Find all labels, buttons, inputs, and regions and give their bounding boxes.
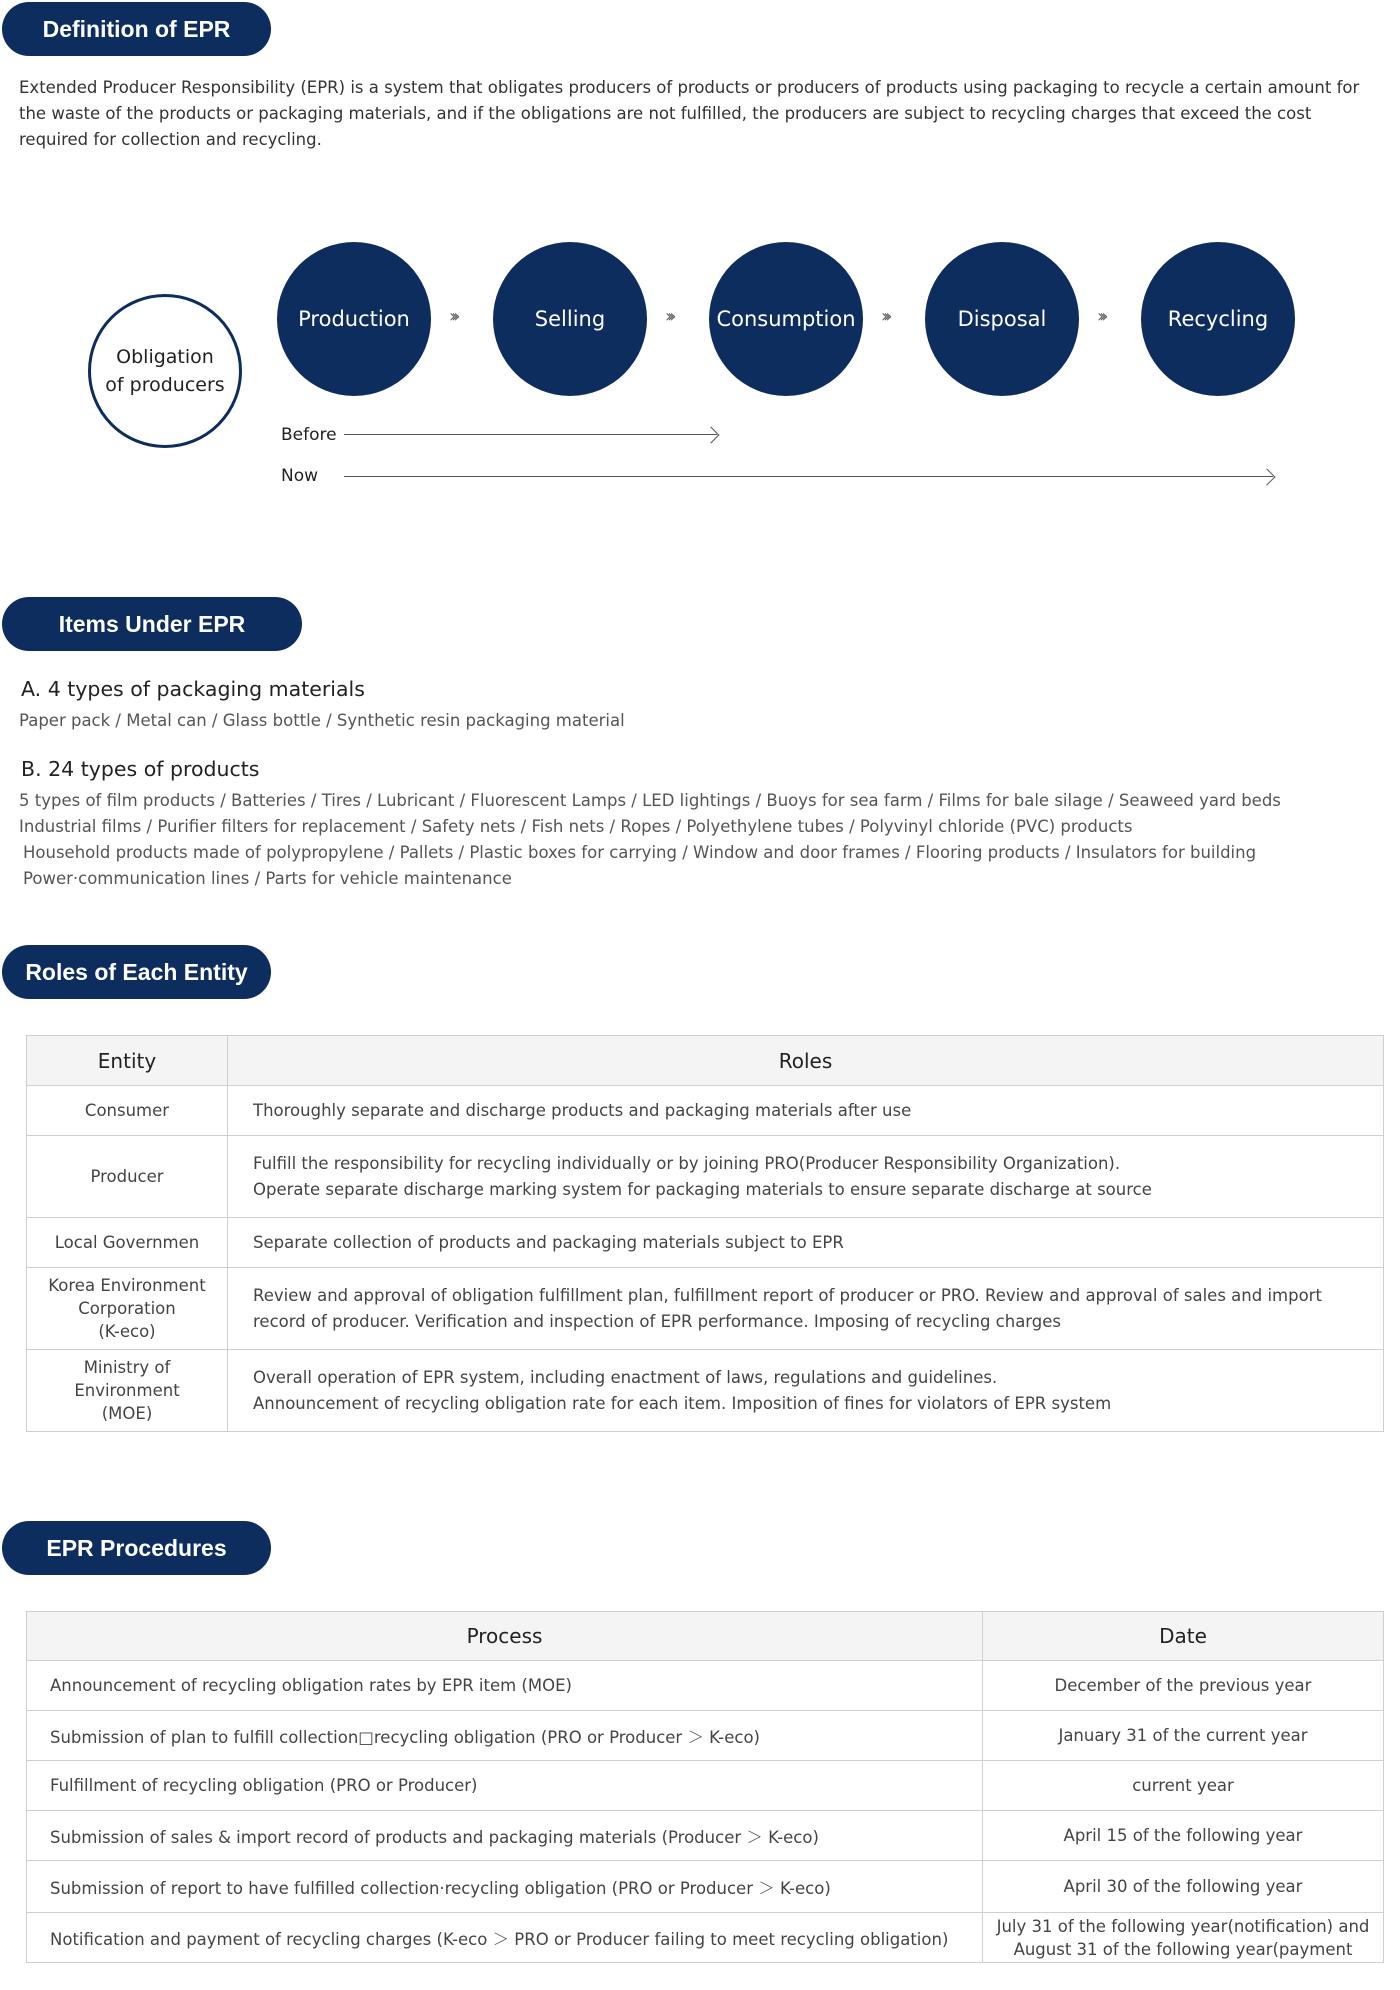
now-arrow-line xyxy=(344,476,1273,477)
role-line: Review and approval of obligation fulfillment plan, fulfillment report of producer or PRO. Review and approval of sales and import xyxy=(253,1285,1322,1305)
before-label: Before xyxy=(281,425,337,445)
role-line: Operate separate discharge marking system for packaging materials to ensure separate discharge at source xyxy=(253,1179,1152,1199)
date-cell xyxy=(983,1861,1384,1913)
chevron-icon: ››› xyxy=(881,306,888,327)
date-cell xyxy=(983,1811,1384,1861)
table-row xyxy=(27,1268,1384,1350)
table-row xyxy=(27,1811,1384,1861)
date-line: January 31 of the current year xyxy=(1058,1726,1308,1745)
roles-cell xyxy=(228,1218,1384,1268)
stage-selling: Selling xyxy=(493,242,647,396)
process-cell: Submission of plan to fulfill collection□recycling obligation (PRO or Producer ＞ K-eco) xyxy=(27,1711,983,1761)
table-row xyxy=(27,1661,1384,1711)
table-row xyxy=(27,1086,1384,1136)
items-b-line: Industrial films / Purifier filters for replacement / Safety nets / Fish nets / Ropes / Polyethylene tubes / Polyvinyl chloride (PVC) products xyxy=(19,817,1133,836)
items-b-heading: B. 24 types of products xyxy=(21,757,260,781)
date-line: July 31 of the following year(notification) and xyxy=(996,1916,1370,1936)
date-cell xyxy=(983,1711,1384,1761)
entity-cell xyxy=(27,1218,228,1268)
table-row xyxy=(27,1913,1384,1963)
process-cell: Submission of report to have fulfilled collection·recycling obligation (PRO or Producer ＞ K-eco) xyxy=(27,1861,983,1913)
table-row xyxy=(27,1136,1384,1218)
before-arrow-line xyxy=(344,434,717,435)
entity-line: Producer xyxy=(90,1167,164,1186)
table-row xyxy=(27,1350,1384,1432)
entity-line: Ministry of xyxy=(83,1358,171,1377)
table-row xyxy=(27,1761,1384,1811)
section-title-roles: Roles of Each Entity xyxy=(2,945,271,999)
roles-cell xyxy=(228,1136,1384,1218)
table-row xyxy=(27,1711,1384,1761)
items-a-heading: A. 4 types of packaging materials xyxy=(21,677,365,701)
date-cell xyxy=(983,1913,1384,1963)
stage-recycling: Recycling xyxy=(1141,242,1295,396)
process-cell: Submission of sales & import record of products and packaging materials (Producer ＞ K-eco) xyxy=(27,1811,983,1861)
date-cell xyxy=(983,1661,1384,1711)
table-header: Entity xyxy=(27,1036,228,1086)
entity-cell xyxy=(27,1350,228,1432)
obligation-line-2: of producers xyxy=(105,374,225,396)
date-line: current year xyxy=(1132,1776,1234,1795)
entity-line: (MOE) xyxy=(101,1404,153,1423)
items-b-line: Household products made of polypropylene / Pallets / Plastic boxes for carrying / Window and door frames / Flooring products / Insulators for building xyxy=(23,843,1257,862)
section-title-items: Items Under EPR xyxy=(2,597,302,651)
items-b-line: 5 types of film products / Batteries / Tires / Lubricant / Fluorescent Lamps / LED lightings / Buoys for sea farm / Films for bale silage / Seaweed yard beds xyxy=(19,791,1281,810)
roles-cell xyxy=(228,1086,1384,1136)
role-line: Announcement of recycling obligation rate for each item. Imposition of fines for violators of EPR system xyxy=(253,1393,1112,1413)
definition-text: Extended Producer Responsibility (EPR) is a system that obligates producers of products or producers of products using packaging to recycle a certain amount for the waste of the products or packaging materials, and if the obligations are not fulfilled, the producers are subject to recycling charges that exceed the cost required for collection and recycling. xyxy=(19,78,1360,149)
process-cell: Fulfillment of recycling obligation (PRO or Producer) xyxy=(27,1761,983,1811)
date-line: August 31 of the following year(payment xyxy=(1013,1939,1353,1959)
role-line: record of producer. Verification and inspection of EPR performance. Imposing of recycling charges xyxy=(253,1311,1062,1331)
date-cell xyxy=(983,1761,1384,1811)
date-line: December of the previous year xyxy=(1054,1676,1312,1695)
obligation-circle xyxy=(88,294,242,448)
entity-line: Local Governmen xyxy=(54,1233,200,1252)
table-header: Date xyxy=(983,1612,1384,1661)
chevron-icon: ››› xyxy=(449,306,456,327)
procedures-table xyxy=(26,1611,1384,1963)
role-line: Separate collection of products and packaging materials subject to EPR xyxy=(253,1232,844,1252)
entity-cell xyxy=(27,1086,228,1136)
entity-line: Corporation xyxy=(78,1299,176,1318)
stage-disposal: Disposal xyxy=(925,242,1079,396)
items-b-text xyxy=(19,788,1359,892)
roles-table xyxy=(26,1035,1384,1432)
role-line: Fulfill the responsibility for recycling individually or by joining PRO(Producer Responsibility Organization). xyxy=(253,1153,1121,1173)
date-line: April 15 of the following year xyxy=(1063,1826,1303,1845)
entity-line: (K-eco) xyxy=(98,1322,156,1341)
arrow-right-icon xyxy=(1259,469,1276,486)
section-title-procedures: EPR Procedures xyxy=(2,1521,271,1575)
roles-cell xyxy=(228,1350,1384,1432)
obligation-line-1: Obligation xyxy=(116,346,214,368)
table-header: Process xyxy=(27,1612,983,1661)
table-row xyxy=(27,1861,1384,1913)
date-line: April 30 of the following year xyxy=(1063,1877,1303,1896)
stage-consumption: Consumption xyxy=(709,242,863,396)
entity-line: Consumer xyxy=(84,1101,170,1120)
chevron-icon: ››› xyxy=(1097,306,1104,327)
section-title-definition: Definition of EPR xyxy=(2,2,271,56)
items-b-line: Power·communication lines / Parts for vehicle maintenance xyxy=(23,869,512,888)
items-a-text: Paper pack / Metal can / Glass bottle / Synthetic resin packaging material xyxy=(19,711,625,730)
arrow-right-icon xyxy=(703,427,720,444)
process-cell: Announcement of recycling obligation rates by EPR item (MOE) xyxy=(27,1661,983,1711)
chevron-icon: ››› xyxy=(665,306,672,327)
entity-line: Korea Environment xyxy=(48,1276,206,1295)
role-line: Thoroughly separate and discharge products and packaging materials after use xyxy=(253,1100,912,1120)
process-cell: Notification and payment of recycling charges (K-eco ＞ PRO or Producer failing to meet recycling obligation) xyxy=(27,1913,983,1963)
entity-cell xyxy=(27,1268,228,1350)
roles-cell xyxy=(228,1268,1384,1350)
entity-cell xyxy=(27,1136,228,1218)
role-line: Overall operation of EPR system, including enactment of laws, regulations and guidelines. xyxy=(253,1367,998,1387)
stage-production: Production xyxy=(277,242,431,396)
table-header: Roles xyxy=(228,1036,1384,1086)
entity-line: Environment xyxy=(74,1381,180,1400)
now-label: Now xyxy=(281,466,319,486)
table-row xyxy=(27,1218,1384,1268)
